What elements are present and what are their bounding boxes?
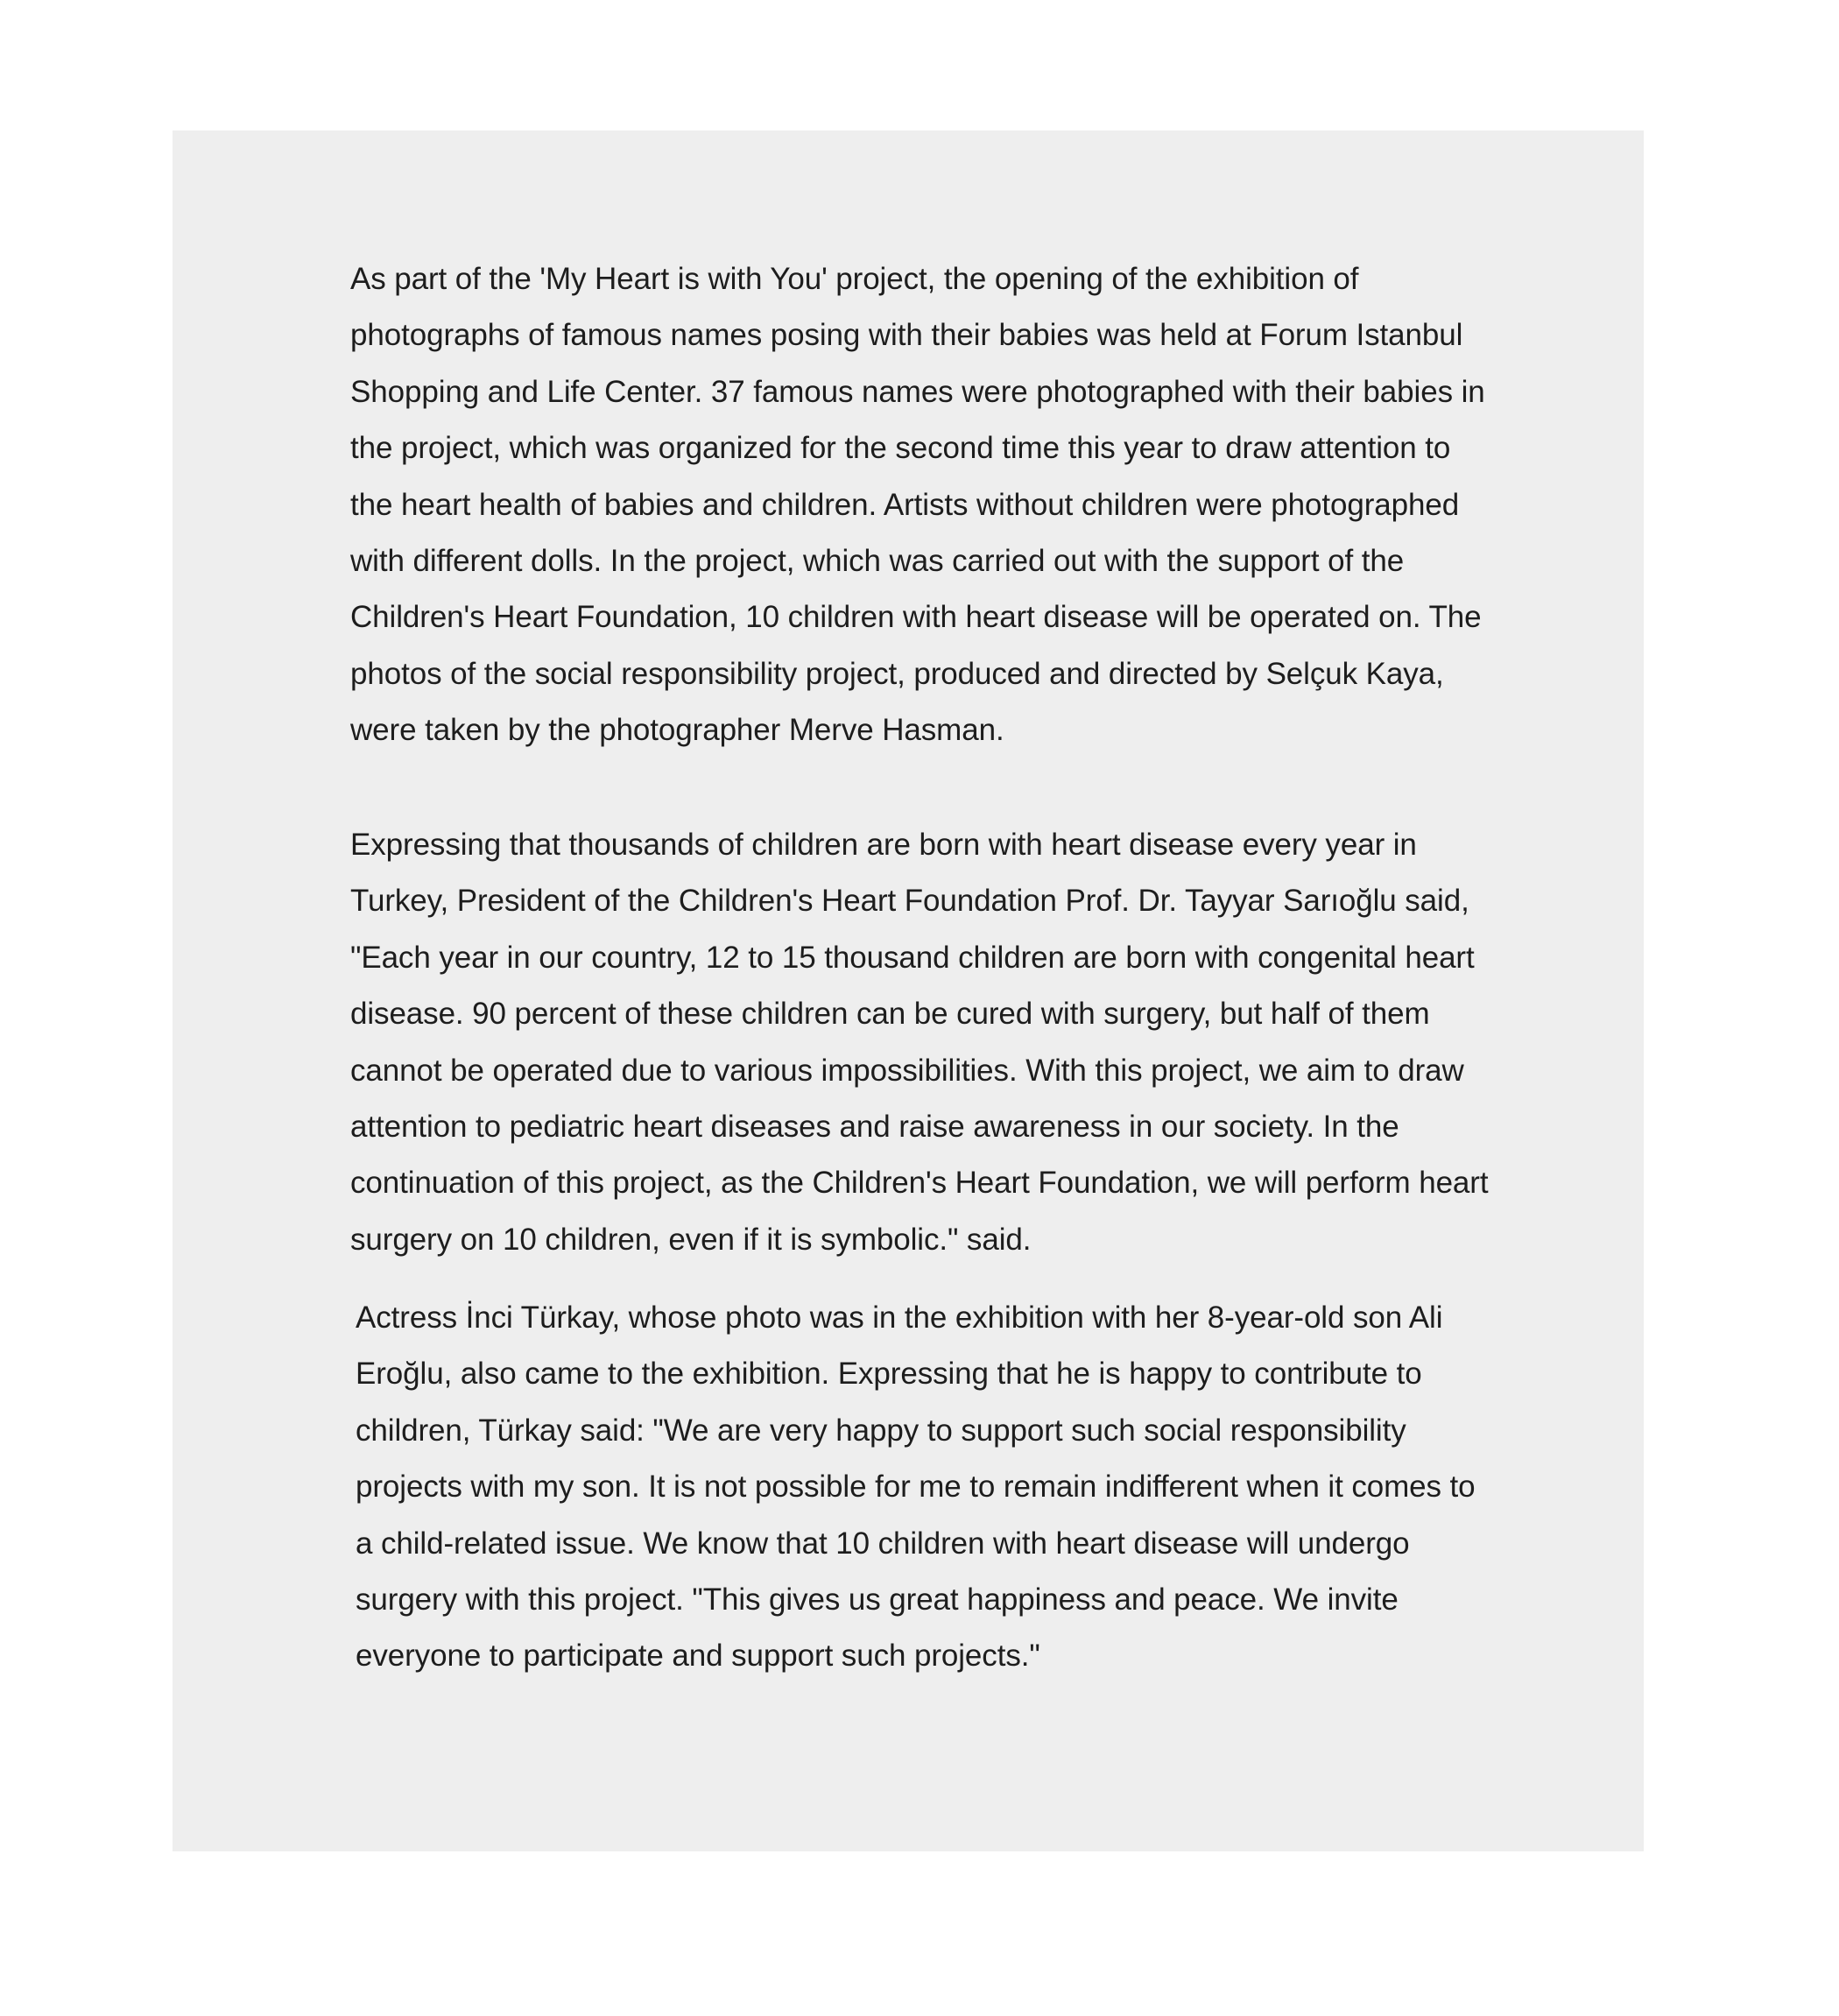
paragraph-line: photos of the social responsibility project, produced and directed by Selçuk Kaya, <box>350 656 1444 691</box>
paragraph-line: a child-related issue. We know that 10 children with heart disease will undergo <box>356 1526 1410 1561</box>
paragraph-line: projects with my son. It is not possible for me to remain indifferent when it comes to <box>356 1470 1476 1505</box>
paragraph-line: surgery on 10 children, even if it is symbolic." said. <box>350 1222 1032 1257</box>
paragraph-line: photographs of famous names posing with their babies was held at Forum Istanbul <box>350 318 1463 353</box>
paragraph-line: the project, which was organized for the second time this year to draw attention to <box>350 431 1451 466</box>
paragraph-line: Actress İnci Türkay, whose photo was in the exhibition with her 8-year-old son Ali <box>356 1301 1443 1335</box>
paragraph-line: Turkey, President of the Children's Heart Foundation Prof. Dr. Tayyar Sarıoğlu said, <box>350 884 1469 919</box>
paragraph-line: were taken by the photographer Merve Hasman. <box>350 713 1004 748</box>
paragraph-line: Children's Heart Foundation, 10 children with heart disease will be operated on. The <box>350 600 1482 635</box>
paragraph-line: surgery with this project. "This gives us great happiness and peace. We invite <box>356 1582 1399 1618</box>
paragraph-line: Shopping and Life Center. 37 famous names were photographed with their babies in <box>350 374 1485 409</box>
paragraph-line: the heart health of babies and children. Artists without children were photographed <box>350 487 1460 522</box>
article-paragraph <box>350 251 1485 759</box>
paragraph-line: "Each year in our country, 12 to 15 thousand children are born with congenital heart <box>350 940 1475 975</box>
paragraph-line: continuation of this project, as the Children's Heart Foundation, we will perform heart <box>350 1166 1489 1201</box>
paragraph-line: with different dolls. In the project, which was carried out with the support of the <box>350 544 1405 579</box>
article-paragraph <box>356 1290 1476 1685</box>
paragraph-line: everyone to participate and support such projects." <box>356 1639 1040 1674</box>
paragraph-line: Eroğlu, also came to the exhibition. Expressing that he is happy to contribute to <box>356 1357 1422 1392</box>
paragraph-line: disease. 90 percent of these children can be cured with surgery, but half of them <box>350 997 1430 1032</box>
paragraph-line: Expressing that thousands of children are born with heart disease every year in <box>350 828 1417 862</box>
paragraph-line: children, Türkay said: "We are very happy to support such social responsibility <box>356 1413 1406 1448</box>
paragraph-line: As part of the 'My Heart is with You' project, the opening of the exhibition of <box>350 262 1359 296</box>
paragraph-line: attention to pediatric heart diseases and raise awareness in our society. In the <box>350 1110 1399 1145</box>
paragraph-line: cannot be operated due to various impossibilities. With this project, we aim to draw <box>350 1053 1464 1088</box>
article-paragraph <box>350 817 1488 1268</box>
